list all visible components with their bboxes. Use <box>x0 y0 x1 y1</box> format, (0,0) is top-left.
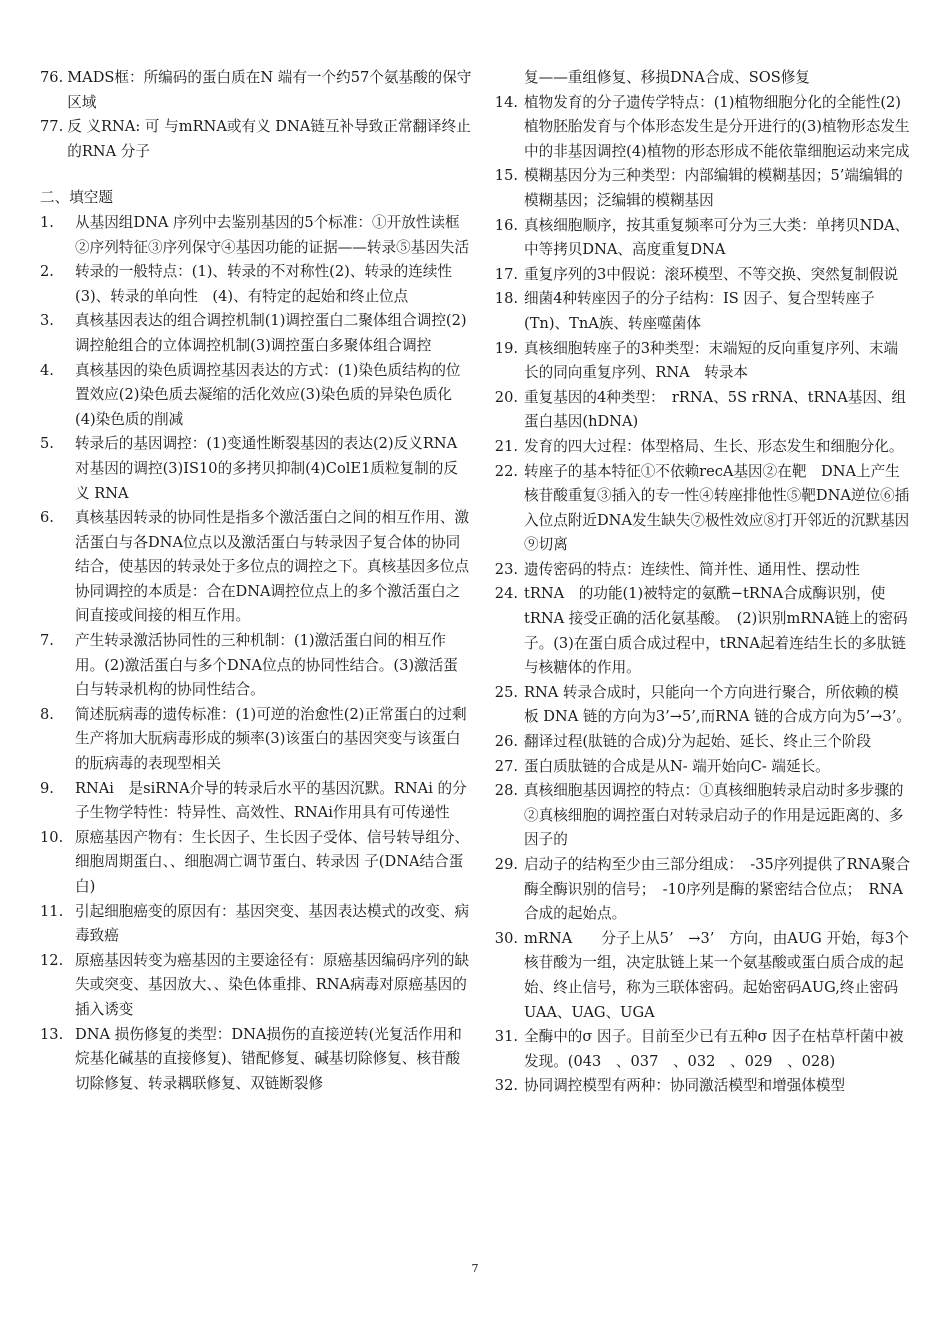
continued-text: 复——重组修复、移损DNA合成、SOS修复 <box>524 69 810 86</box>
list-item <box>40 949 472 1023</box>
list-item <box>40 826 472 900</box>
item-text: 原癌基因转变为癌基因的主要途径有：原癌基因编码序列的缺失或突变、基因放大、、染色体重排、RNA病毒对原癌基因的插入诱变 <box>75 951 470 1018</box>
list-item <box>40 629 472 703</box>
list-item <box>40 506 472 629</box>
item-number: 10. <box>40 828 64 846</box>
item-number: 3. <box>40 312 54 330</box>
list-item <box>40 777 472 826</box>
item-text: 发育的四大过程：体型格局、生长、形态发生和细胞分化。 <box>524 437 904 455</box>
list-item <box>484 730 912 755</box>
list-item <box>484 779 912 853</box>
item-number: 19. <box>494 339 518 357</box>
list-item <box>40 115 472 164</box>
list-item <box>40 309 472 358</box>
item-number: 30. <box>494 929 518 947</box>
item-text: 植物发育的分子遗传学特点：(1)植物细胞分化的全能性(2)植物胚胎发育与个体形态发生是分开进行的(3)植物形态发生中的非基因调控(4)植物的形态形成不能依靠细胞运动来完成 <box>524 93 910 160</box>
item-text: RNAi 是siRNA介导的转录后水平的基因沉默。RNAi 的分子生物学特性：特异性、高效性、RNAi作用具有可传递性 <box>75 779 467 822</box>
item-number: 28. <box>494 782 518 800</box>
list-item <box>484 287 912 336</box>
item-number: 77. <box>40 118 64 136</box>
item-text: 原癌基因产物有：生长因子、生长因子受体、信号转导组分、细胞周期蛋白、、细胞凋亡调节蛋白、转录因 子(DNA结合蛋白) <box>75 828 470 895</box>
item-text: mRNA 分子上从5’ →3’ 方向，由AUG 开始，每3个核苷酸为一组，决定肽链上某一个氨基酸或蛋白质合成的起始、终止信号，称为三联体密码。起始密码AUG,终止密码UAA、UAG、UGA <box>524 929 909 1021</box>
item-text: 简述朊病毒的遗传标准：(1)可逆的治愈性(2)正常蛋白的过剩生产将加大朊病毒形成的频率(3)该蛋白的基因突变与该蛋白的朊病毒的表现型相关 <box>75 705 467 773</box>
item-text: 引起细胞癌变的原因有：基因突变、基因表达模式的改变、病毒致癌 <box>75 902 470 945</box>
item-text: 真核细胞转座子的3种类型：末端短的反向重复序列、末端长的同向重复序列、RNA 转录本 <box>524 339 899 382</box>
list-item <box>40 66 472 115</box>
item-text: 蛋白质肽链的合成是从N- 端开始向C- 端延长。 <box>524 757 830 775</box>
list-item <box>484 927 912 1025</box>
item-text: 启动子的结构至少由三部分组成： -35序列提供了RNA聚合酶全酶识别的信号； -10序列是酶的紧密结合位点； RNA 合成的起始点。 <box>524 856 911 923</box>
item-number: 76. <box>40 69 64 86</box>
list-item <box>40 211 472 260</box>
item-number: 24. <box>494 585 518 603</box>
list-item <box>484 460 912 558</box>
left-column <box>40 66 472 1096</box>
list-item <box>484 91 912 165</box>
list-item <box>40 432 472 506</box>
item-number: 13. <box>40 1025 64 1043</box>
item-number: 12. <box>40 951 64 969</box>
item-text: 转录后的基因调控：(1)变通性断裂基因的表达(2)反义RNA 对基因的调控(3)IS10的多拷贝抑制(4)ColE1质粒复制的反义 RNA <box>75 435 458 502</box>
item-number: 20. <box>494 388 518 406</box>
item-text: 真核基因的染色质调控基因表达的方式：(1)染色质结构的位置效应(2)染色质去凝缩的活化效应(3)染色质的异染色质化(4)染色质的削减 <box>75 361 461 428</box>
item-number: 1. <box>40 213 54 231</box>
item-text: 真核基因转录的协同性是指多个激活蛋白之间的相互作用、激活蛋白与各DNA位点以及激活蛋白与转录因子复合体的协同结合，使基因的转录处于多位点的调控之下。真核基因多位点协同调控的本质是：合在DNA调控位点上的多个激活蛋白之间直接或间接的相互作用。 <box>75 509 470 625</box>
item-number: 29. <box>494 856 518 873</box>
list-item <box>484 582 912 680</box>
item-number: 27. <box>494 757 518 775</box>
list-item <box>484 1025 912 1074</box>
item-text: 全酶中的σ 因子。目前至少已有五种σ 因子在枯草杆菌中被发现。(043 、037 、032 、029 、028) <box>524 1028 904 1070</box>
list-item <box>484 214 912 263</box>
item-text: RNA 转录合成时，只能向一个方向进行聚合，所依赖的模板 DNA 链的方向为3’→5’,而RNA 链的合成方向为5’→3’。 <box>524 683 911 726</box>
list-item <box>484 558 912 583</box>
list-item <box>484 1074 912 1099</box>
item-number: 14. <box>494 93 518 111</box>
list-item <box>40 359 472 433</box>
item-text: 真核细胞顺序，按其重复频率可分为三大类：单拷贝NDA、中等拷贝DNA、高度重复DNA <box>524 216 910 259</box>
item-number: 31. <box>494 1028 518 1046</box>
list-item <box>40 900 472 949</box>
item-text: 从基因组DNA 序列中去鉴别基因的5个标准：①开放性读框②序列特征③序列保守④基因功能的证据——转录⑤基因失活 <box>75 213 470 256</box>
item-text: 翻译过程(肽链的合成)分为起始、延长、终止三个阶段 <box>524 733 872 751</box>
item-text: 反 义RNA: 可 与mRNA或有义 DNA链互补导致正常翻译终止的RNA 分子 <box>67 118 471 160</box>
item-number: 26. <box>494 733 518 751</box>
list-item <box>484 263 912 288</box>
item-text: 模糊基因分为三种类型：内部编辑的模糊基因；5’端编辑的模糊基因；泛编辑的模糊基因 <box>524 167 903 209</box>
list-item <box>40 260 472 309</box>
list-item <box>484 755 912 780</box>
item-number: 6. <box>40 509 54 527</box>
item-number: 18. <box>494 290 518 308</box>
item-text: 协同调控模型有两种：协同激活模型和增强体模型 <box>524 1077 846 1095</box>
item-text: 真核基因表达的组合调控机制(1)调控蛋白二聚体组合调控(2)调控舱组合的立体调控机制(3)调控蛋白多聚体组合调控 <box>75 312 467 354</box>
item-text: 转座子的基本特征①不依赖recA基因②在靶 DNA上产生核苷酸重复③插入的专一性④转座排他性⑤靶DNA逆位⑥插入位点附近DNA发生缺失⑦极性效应⑧打开邻近的沉默基因⑨切离 <box>524 462 910 554</box>
item-number: 8. <box>40 705 54 723</box>
item-number: 17. <box>494 265 518 283</box>
item-number: 9. <box>40 779 54 797</box>
item-text: 细菌4种转座因子的分子结构：IS 因子、复合型转座子 (Tn)、TnA族、转座噬菌体 <box>524 290 875 332</box>
item-text: 重复序列的3中假说：滚环模型、不等交换、突然复制假说 <box>524 265 899 283</box>
item-number: 11. <box>40 902 64 920</box>
item-text: tRNA 的功能(1)被特定的氨酰−tRNA合成酶识别，使tRNA 接受正确的活化氨基酸。 (2)识别mRNA链上的密码子。(3)在蛋白质合成过程中，tRNA起着连结生长的多肽链与核糖体的作用。 <box>524 585 908 677</box>
item-text: 遗传密码的特点：连续性、简并性、通用性、摆动性 <box>524 560 860 578</box>
list-item <box>40 1023 472 1097</box>
item-number: 16. <box>494 216 518 234</box>
list-item <box>484 853 912 927</box>
section-heading: 二、填空题 <box>40 189 113 207</box>
item-text: 产生转录激活协同性的三种机制：(1)激活蛋白间的相互作用。(2)激活蛋白与多个DNA位点的协同性结合。(3)激活蛋白与转录机构的协同性结合。 <box>75 632 458 699</box>
item-text: MADS框：所编码的蛋白质在N 端有一个约57个氨基酸的保守区域 <box>67 69 472 111</box>
list-item <box>484 337 912 386</box>
list-item <box>484 435 912 460</box>
item-number: 25. <box>494 683 518 701</box>
list-item <box>484 386 912 435</box>
right-column <box>484 66 912 1099</box>
item-text: 真核细胞基因调控的特点：①真核细胞转录启动时多步骤的②真核细胞的调控蛋白对转录启动子的作用是远距离的、多因子的 <box>524 782 904 849</box>
list-item <box>484 164 912 213</box>
item-number: 5. <box>40 435 54 453</box>
item-text: DNA 损伤修复的类型：DNA损伤的直接逆转(光复活作用和烷基化碱基的直接修复)、错配修复、碱基切除修复、核苷酸切除修复、转录耦联修复、双链断裂修 <box>75 1025 462 1092</box>
list-item <box>484 681 912 730</box>
page-number: 7 <box>471 1262 479 1275</box>
item-text: 转录的一般特点：(1)、转录的不对称性(2)、转录的连续性(3)、转录的单向性 (4)、有特定的起始和终止位点 <box>75 263 453 305</box>
item-number: 15. <box>494 167 518 185</box>
item-number: 21. <box>494 437 518 455</box>
item-number: 2. <box>40 263 54 281</box>
item-text: 重复基因的4种类型： rRNA、5S rRNA、tRNA基因、组蛋白基因(hDNA) <box>524 388 907 431</box>
item-number: 23. <box>494 560 518 578</box>
item-number: 22. <box>494 462 518 480</box>
list-item <box>40 703 472 777</box>
item-number: 7. <box>40 632 54 650</box>
item-number: 4. <box>40 361 54 379</box>
item-number: 32. <box>494 1077 518 1095</box>
